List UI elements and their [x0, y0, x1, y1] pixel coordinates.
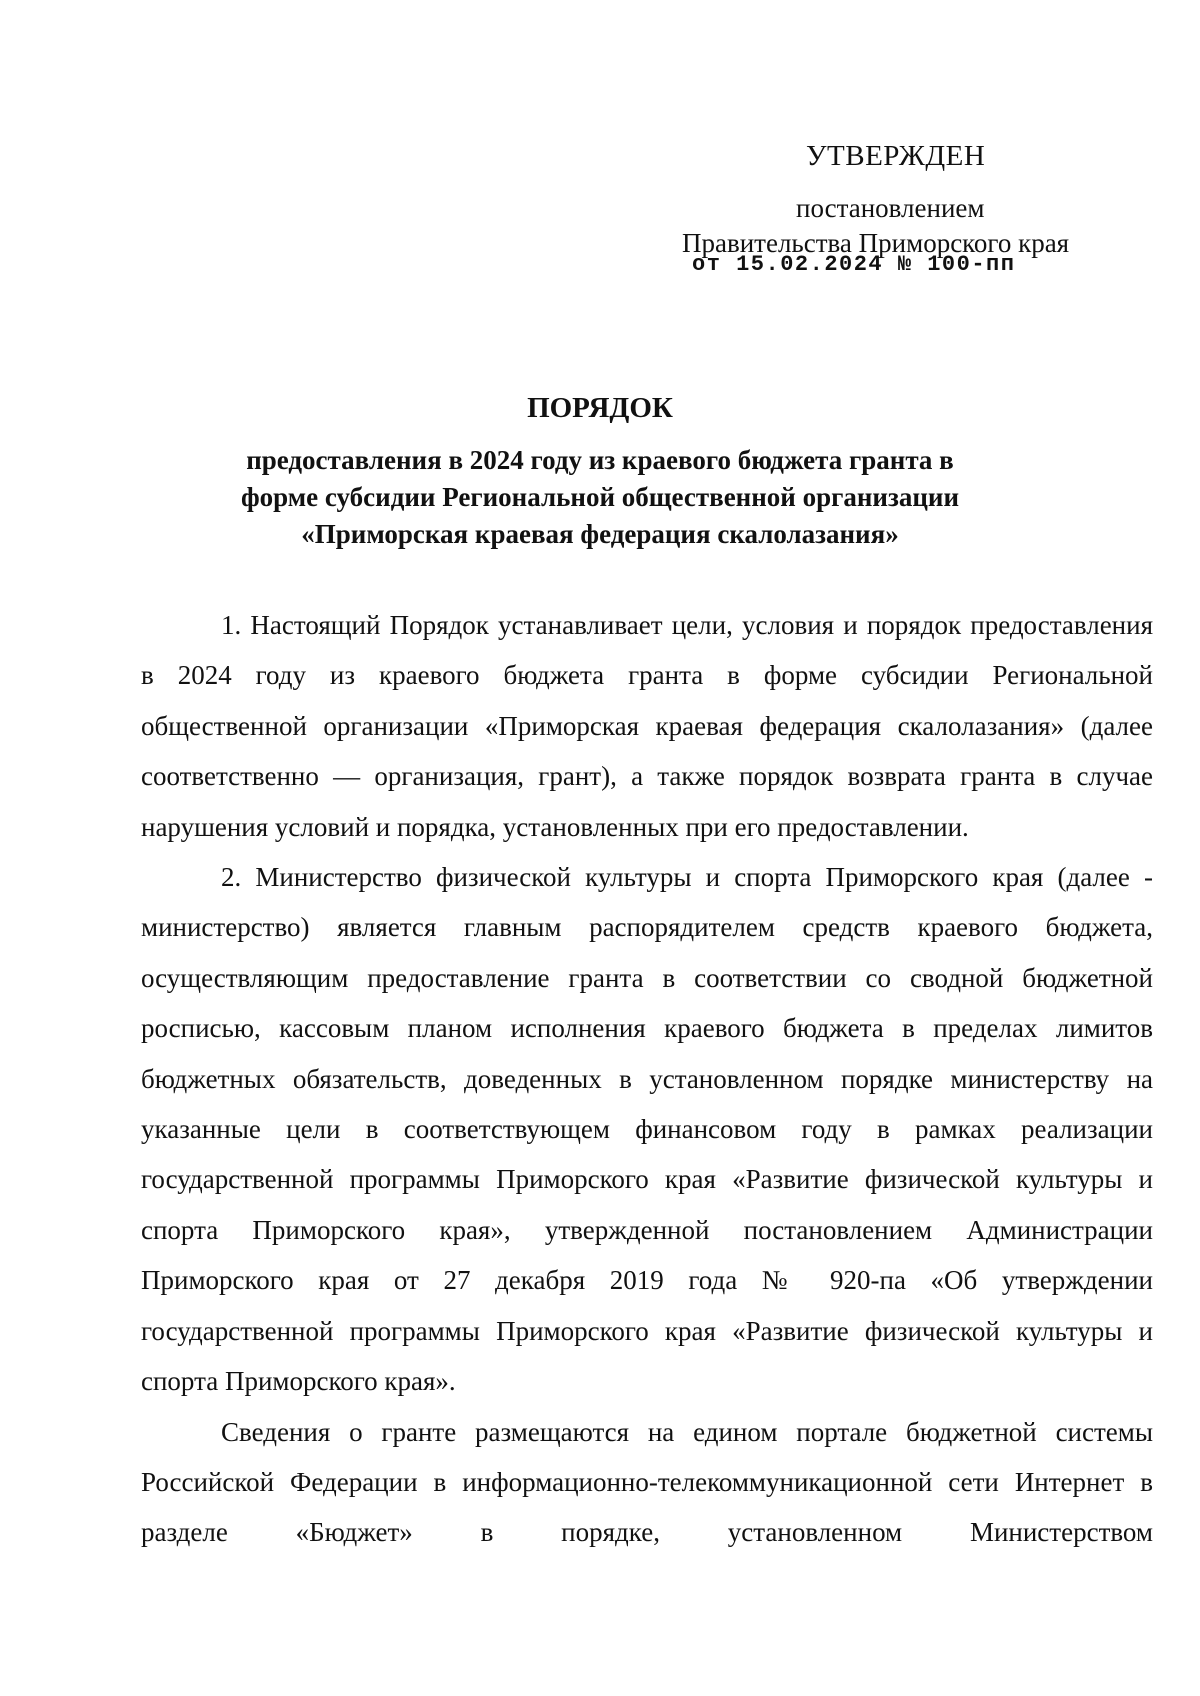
document-subtitle — [140, 442, 1060, 553]
decree-label: постановлением — [796, 193, 985, 223]
subtitle-line: предоставления в 2024 году из краевого бюджета гранта в — [246, 445, 954, 475]
government-label: Правительства Приморского края — [682, 228, 1070, 258]
document-body — [141, 600, 1153, 1558]
subtitle-line: форме субсидии Региональной общественной организации — [240, 482, 960, 512]
document-title: ПОРЯДОК — [527, 392, 673, 424]
date-number-stamp: от 15.02.2024 № 100-пп — [692, 252, 1016, 277]
paragraph-2: 2. Министерство физической культуры и спорта Приморского края (далее - министерство) является главным распорядителем средств краевого бюджета, осуществляющим предоставление гранта в соответствии со сводной бюджетной росписью, кассовым планом исполнения краевого бюджета в пределах лимитов бюджетных обязательств, доведенных в установленном порядке министерству на указанные цели в соответствующем финансовом году в рамках реализации государственной программы Приморского края «Развитие физической культуры и спорта Приморского края», утвержденной постановлением Администрации Приморского края от 27 декабря 2019 года № 920-па «Об утверждении государственной программы Приморского края «Развитие физической культуры и спорта Приморского края». — [141, 862, 1153, 1397]
approved-heading: УТВЕРЖДЕН — [806, 140, 986, 172]
paragraph-1: 1. Настоящий Порядок устанавливает цели, условия и порядок предоставления в 2024 году из краевого бюджета гранта в форме субсидии Региональной общественной организации «Приморская краевая федерация скалолазания» (далее соответственно — организация, грант), а также порядок возврата гранта в случае нарушения условий и порядка, установленных при его предоставлении. — [141, 610, 1153, 842]
subtitle-line: «Приморская краевая федерация скалолазания» — [301, 519, 899, 549]
paragraph-3: Сведения о гранте размещаются на едином портале бюджетной системы Российской Федерации в информационно-телекоммуникационной сети Интернет в разделе «Бюджет» в порядке, установленном Министерством — [141, 1416, 1153, 1548]
